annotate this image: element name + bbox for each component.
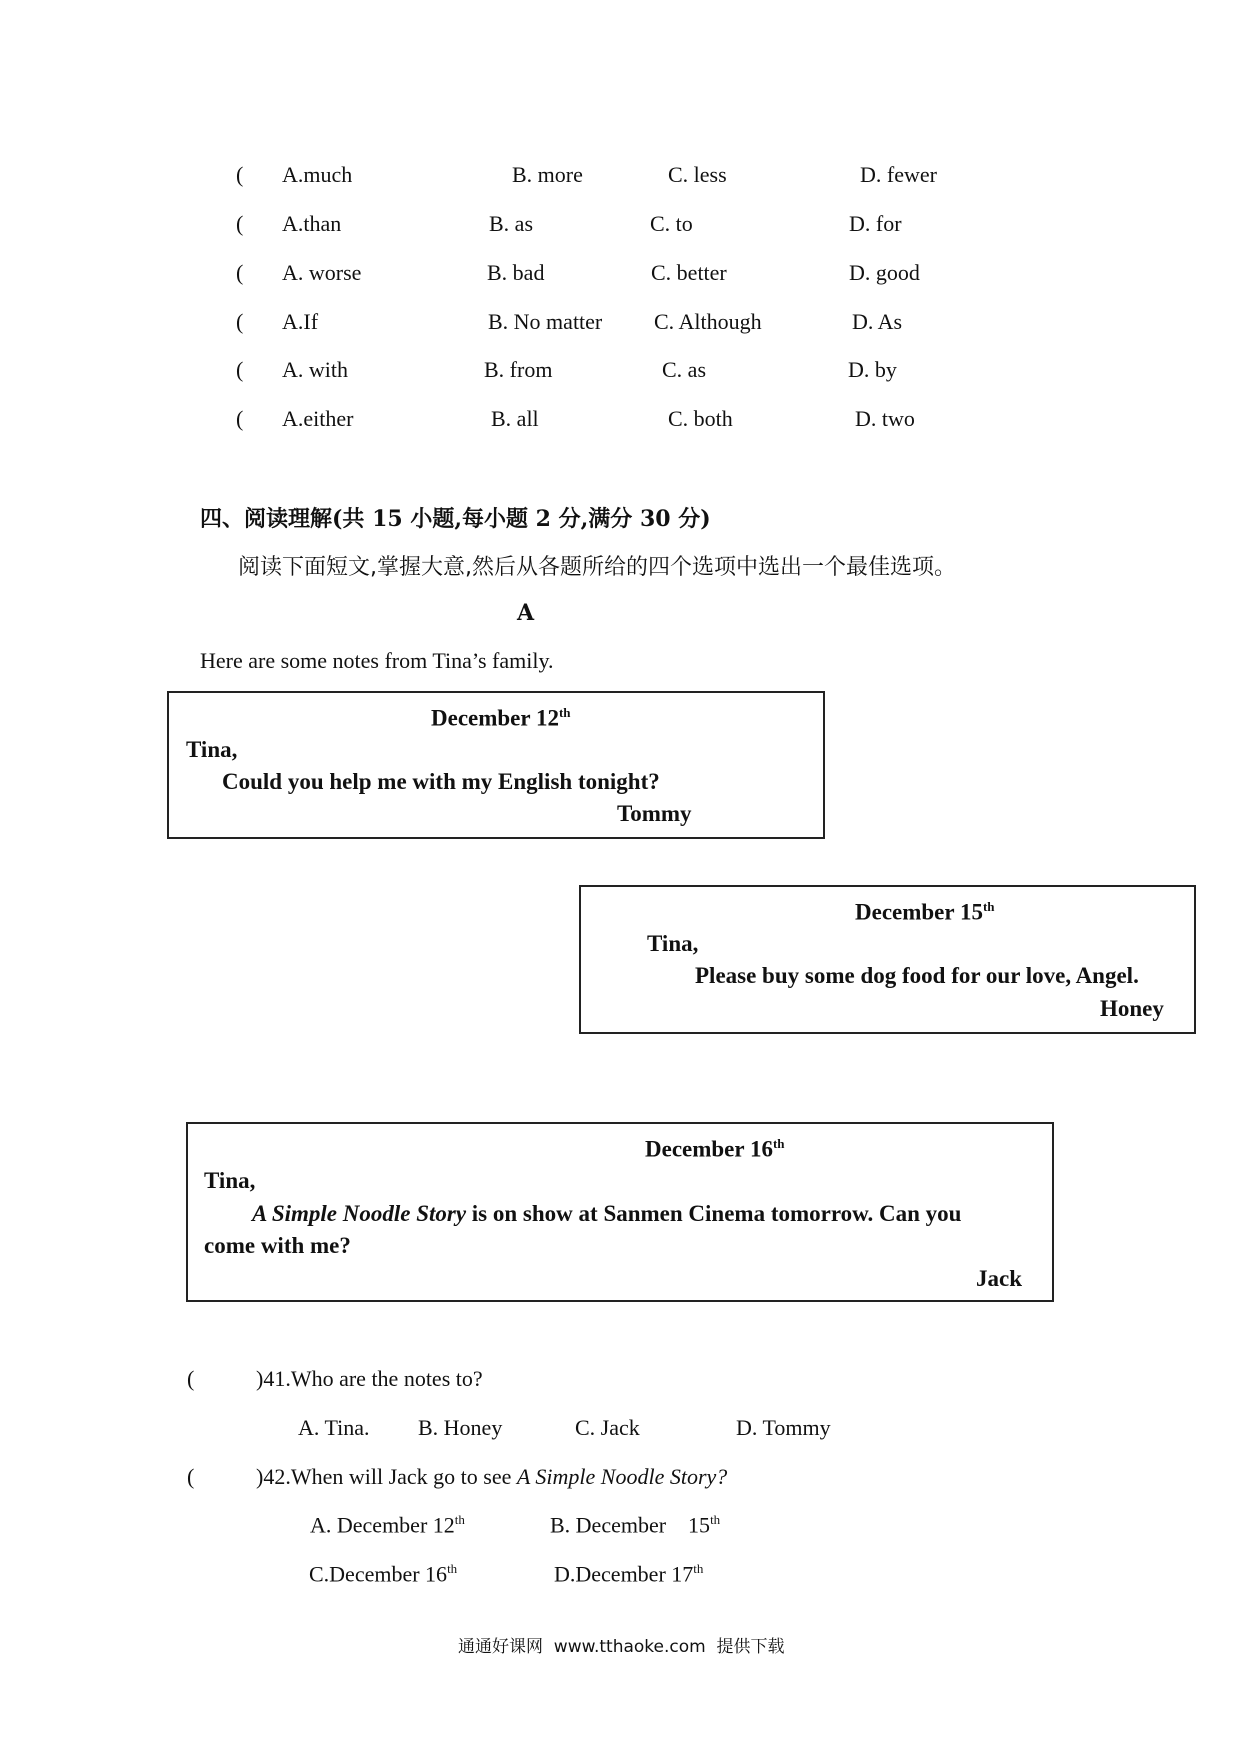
note-card-dec15 <box>579 885 1196 1034</box>
note-recipient: Tina, <box>204 1168 256 1193</box>
question-option-b: B. December 15th <box>550 1512 721 1538</box>
page-footer: 通通好课网 www.tthaoke.com 提供下载 <box>458 1637 785 1657</box>
note-date: December 16th <box>645 1136 785 1162</box>
section-title: 四、阅读理解(共 15 小题,每小题 2 分,满分 30 分) <box>200 506 711 532</box>
cloze-option-c: C. both <box>668 406 733 431</box>
note-sender: Jack <box>976 1266 1022 1291</box>
question-option-d: D. Tommy <box>736 1415 831 1440</box>
cloze-option-a: A.either <box>282 406 354 431</box>
cloze-option-d: D. two <box>855 406 915 431</box>
note-sender: Honey <box>1100 996 1164 1021</box>
cloze-option-b: B. No matter <box>488 309 603 334</box>
cloze-option-c: C. as <box>662 357 706 382</box>
note-body-line2: come with me? <box>204 1233 351 1258</box>
question-stem: )42.When will Jack go to see A Simple Noodle Story? <box>256 1464 728 1489</box>
cloze-option-a: A.than <box>282 211 342 236</box>
note-card-dec12 <box>167 691 825 839</box>
note-card-dec16 <box>186 1122 1054 1302</box>
note-date: December 12th <box>431 705 571 731</box>
cloze-option-c: C. less <box>668 162 727 187</box>
cloze-option-d: D. by <box>848 357 897 382</box>
note-sender: Tommy <box>617 801 692 826</box>
question-stem: )41.Who are the notes to? <box>256 1366 483 1391</box>
note-recipient: Tina, <box>186 737 238 762</box>
question-option-b: B. Honey <box>418 1415 503 1440</box>
answer-paren: ( <box>236 162 244 187</box>
cloze-option-d: D. for <box>849 211 902 236</box>
cloze-option-b: B. more <box>512 162 583 187</box>
cloze-option-a: A. worse <box>282 260 362 285</box>
cloze-option-b: B. bad <box>487 260 545 285</box>
cloze-option-b: B. all <box>491 406 539 431</box>
answer-paren: ( <box>236 357 244 382</box>
note-date: December 15th <box>855 899 995 925</box>
note-body: Please buy some dog food for our love, Angel. <box>695 963 1139 988</box>
cloze-option-b: B. from <box>484 357 553 382</box>
cloze-option-a: A. with <box>282 357 348 382</box>
note-body: A Simple Noodle Story is on show at Sanmen Cinema tomorrow. Can you <box>252 1201 962 1226</box>
cloze-option-a: A.much <box>282 162 353 187</box>
cloze-option-d: D. As <box>852 309 903 334</box>
question-option-d: D.December 17th <box>554 1561 704 1587</box>
note-body: Could you help me with my English tonight? <box>222 769 660 794</box>
cloze-option-c: C. to <box>650 211 693 236</box>
question-option-a: A. December 12th <box>310 1512 465 1538</box>
cloze-option-b: B. as <box>489 211 533 236</box>
answer-paren: ( <box>187 1366 195 1391</box>
answer-paren: ( <box>236 406 244 431</box>
section-instruction: 阅读下面短文,掌握大意,然后从各题所给的四个选项中选出一个最佳选项。 <box>238 555 956 580</box>
cloze-option-d: D. good <box>849 260 920 285</box>
answer-paren: ( <box>236 211 244 236</box>
answer-paren: ( <box>187 1464 195 1489</box>
cloze-option-c: C. better <box>651 260 727 285</box>
question-option-a: A. Tina. <box>298 1415 370 1440</box>
note-recipient: Tina, <box>647 931 699 956</box>
passage-intro: Here are some notes from Tina’s family. <box>200 648 554 673</box>
question-option-c: C.December 16th <box>309 1561 458 1587</box>
answer-paren: ( <box>236 260 244 285</box>
cloze-option-c: C. Although <box>654 309 762 334</box>
answer-paren: ( <box>236 309 244 334</box>
cloze-option-a: A.If <box>282 309 319 334</box>
cloze-option-d: D. fewer <box>860 162 937 187</box>
passage-label: A <box>517 600 535 626</box>
question-option-c: C. Jack <box>575 1415 640 1440</box>
